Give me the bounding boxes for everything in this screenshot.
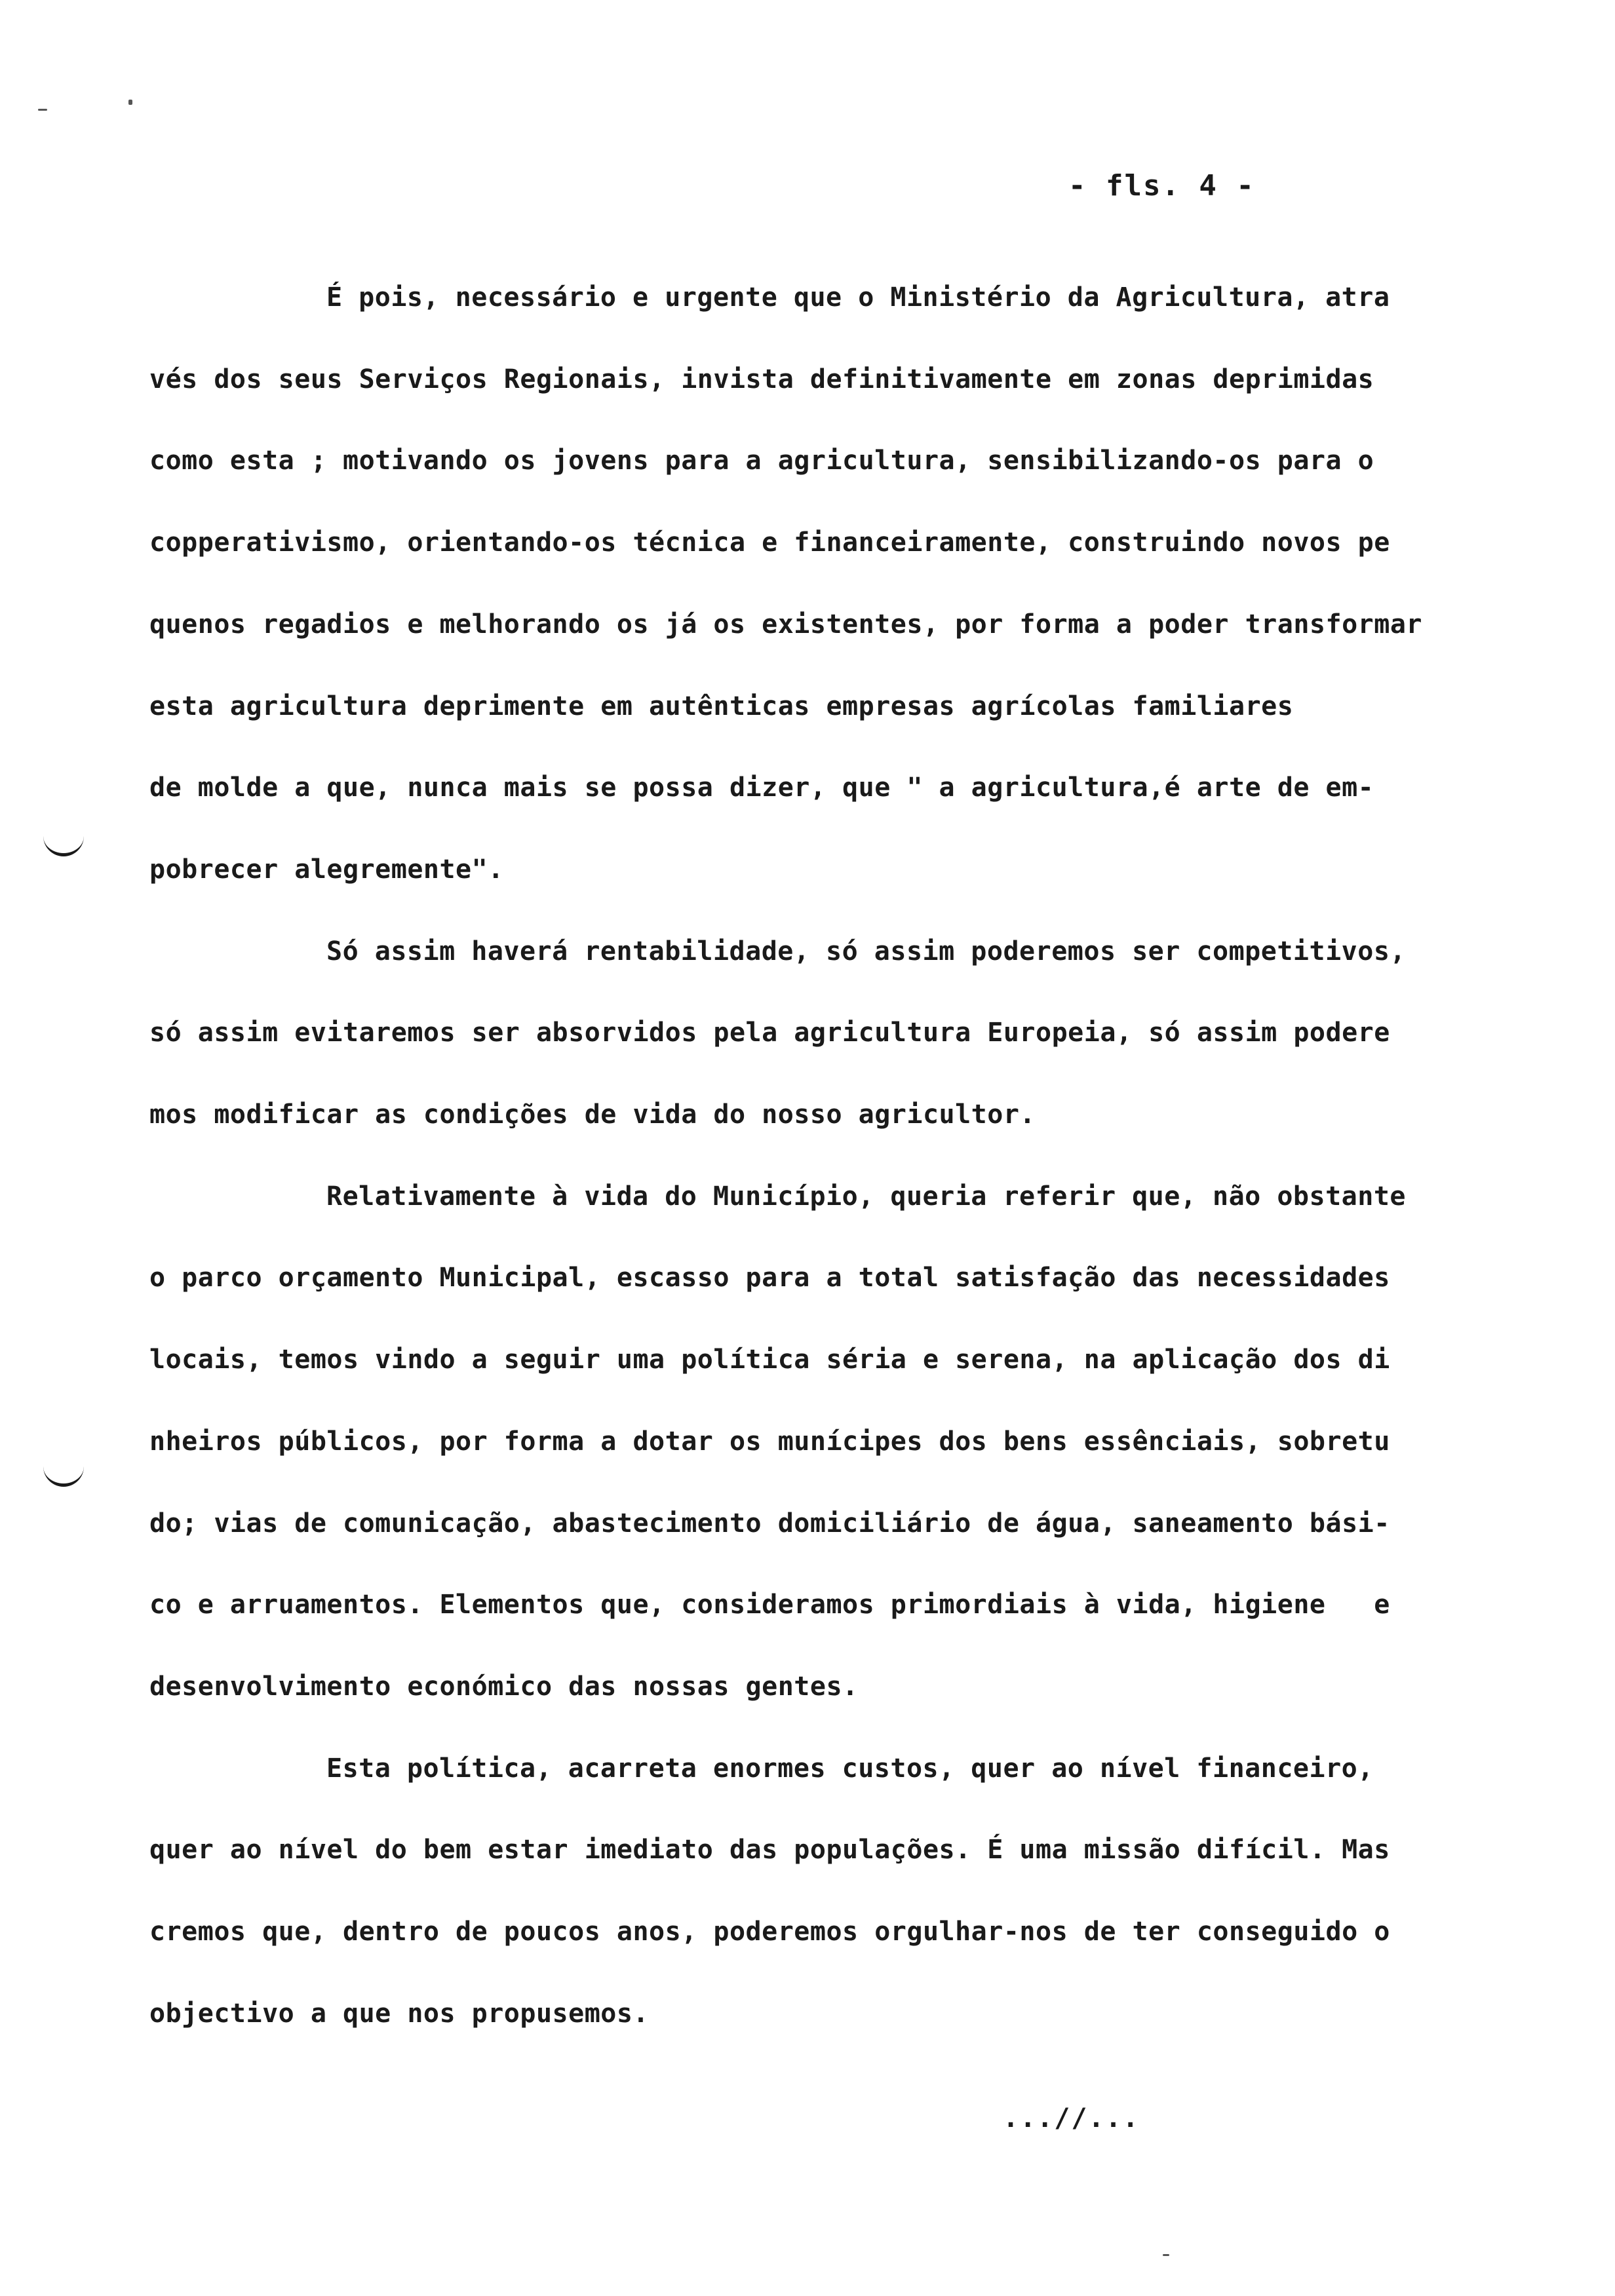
page-number: - fls. 4 - xyxy=(1068,169,1255,202)
continuation-mark: ...//... xyxy=(1003,2103,1140,2133)
punch-hole-mark xyxy=(43,1461,84,1487)
text-line: o parco orçamento Municipal, escasso para a total satisfação das necessidades xyxy=(149,1263,1390,1293)
text-line: Relativamente à vida do Município, queria referir que, não obstante xyxy=(326,1181,1406,1212)
text-line: Só assim haverá rentabilidade, só assim poderemos ser competitivos, xyxy=(326,936,1406,966)
text-line: quenos regadios e melhorando os já os existentes, por forma a poder transformar xyxy=(149,609,1422,640)
text-line: desenvolvimento económico das nossas gentes. xyxy=(149,1672,859,1702)
text-line: É pois, necessário e urgente que o Ministério da Agricultura, atra xyxy=(326,282,1390,313)
text-line: vés dos seus Serviços Regionais, invista definitivamente em zonas deprimidas xyxy=(149,364,1374,394)
text-line: objectivo a que nos propusemos. xyxy=(149,1999,650,2029)
text-line: locais, temos vindo a seguir uma política séria e serena, na aplicação dos di xyxy=(149,1345,1390,1375)
text-line: do; vias de comunicação, abastecimento domiciliário de água, saneamento bási- xyxy=(149,1508,1390,1539)
text-line: como esta ; motivando os jovens para a agricultura, sensibilizando-os para o xyxy=(149,446,1374,476)
text-line: mos modificar as condições de vida do nosso agricultor. xyxy=(149,1100,1036,1130)
scan-speck xyxy=(38,109,47,111)
text-line: quer ao nível do bem estar imediato das populações. É uma missão difícil. Mas xyxy=(149,1835,1390,1865)
text-line: esta agricultura deprimente em autênticas empresas agrícolas familiares xyxy=(149,691,1294,721)
text-line: pobrecer alegremente". xyxy=(149,854,504,885)
text-line: só assim evitaremos ser absorvidos pela agricultura Europeia, só assim podere xyxy=(149,1018,1390,1048)
scan-speck xyxy=(1163,2254,1169,2256)
text-line: nheiros públicos, por forma a dotar os munícipes dos bens essênciais, sobretu xyxy=(149,1426,1390,1457)
scan-speck xyxy=(128,100,132,105)
punch-hole-mark xyxy=(43,831,84,856)
text-line: copperativismo, orientando-os técnica e financeiramente, construindo novos pe xyxy=(149,527,1390,558)
text-line: de molde a que, nunca mais se possa dizer, que " a agricultura,é arte de em- xyxy=(149,773,1374,803)
text-line: cremos que, dentro de poucos anos, poderemos orgulhar-nos de ter conseguido o xyxy=(149,1917,1390,1947)
text-line: co e arruamentos. Elementos que, consideramos primordiais à vida, higiene e xyxy=(149,1590,1390,1620)
text-line: Esta política, acarreta enormes custos, quer ao nível financeiro, xyxy=(326,1753,1374,1784)
